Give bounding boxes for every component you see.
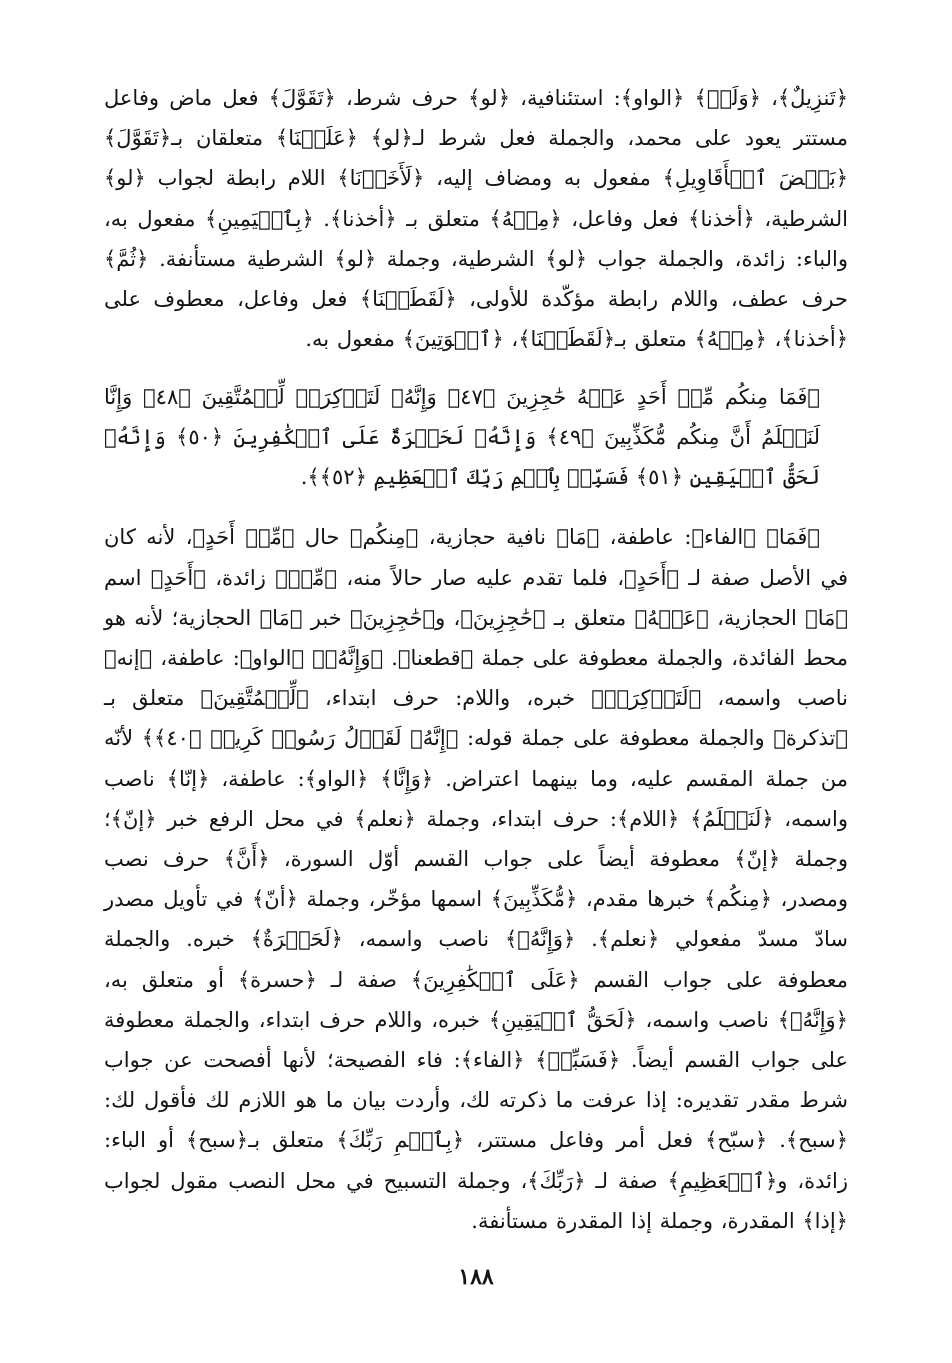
paragraph-grammar-intro: ﴿تَنزِيلٌ﴾، ﴿وَلَوۡ﴾ ﴿الواو﴾: استئنافية، ﴿لو﴾ حرف شرط، ﴿تَقَوَّلَ﴾ فعل ماض وفاعل مستتر يعود على محمد، والجملة فعل شرط لـ﴿لو﴾ ﴿عَلَيۡنَا﴾ متعلقان بـ﴿تَقَوَّلَ﴾ ﴿بَعۡضَ ٱلۡأَقَاوِيلِ﴾ مفعول به ومضاف إليه، ﴿لَأَخَذۡنَا﴾ اللام رابطة لجواب ﴿لو﴾ الشرطية، ﴿أخذنا﴾ فعل وفاعل، ﴿مِنۡهُ﴾ متعلق بـ ﴿أخذنا﴾. ﴿بِٱلۡيَمِينِ﴾ مفعول به، والباء: زائدة، والجملة جواب ﴿لو﴾ الشرطية، وجملة ﴿لو﴾ الشرطية مستأنفة. ﴿ثُمَّ﴾ حرف عطف، واللام رابطة مؤكّدة للأولى، ﴿لَقَطَعۡنَا﴾ فعل وفاعل، معطوف على ﴿أخذنا﴾، ﴿مِنۡهُ﴾ متعلق بـ﴿لَقَطَعۡنَا﴾، ﴿ٱلۡوَتِينَ﴾ مفعول به. <box>104 86 848 352</box>
paragraph-grammar-main: ﴿فَمَا﴾ ﴿الفاء﴾: عاطفة، ﴿مَا﴾ نافية حجازية، ﴿مِنكُم﴾ حال ﴿مِّنۡ أَحَدٍ﴾، لأنه كان في الأصل صفة لـ ﴿أَحَدٍ﴾، فلما تقدم عليه صار حالاً منه، ﴿مِّنۡ﴾ زائدة، ﴿أَحَدٍ﴾ اسم ﴿مَا﴾ الحجازية، ﴿عَنۡهُ﴾ متعلق بـ ﴿حَٰجِزِينَ﴾، و﴿حَٰجِزِينَ﴾ خبر ﴿مَا﴾ الحجازية؛ لأنه هو محط الفائدة، والجملة معطوفة على جملة ﴿قطعنا﴾. ﴿وَإِنَّهُۥ﴾ ﴿الواو﴾: عاطفة، ﴿إنه﴾ ناصب واسمه، ﴿لَتَذۡكِرَةٞ﴾ خبره، واللام: حرف ابتداء، ﴿لِّلۡمُتَّقِينَ﴾ متعلق بـ ﴿تذكرة﴾ والجملة معطوفة على جملة قوله: ﴿إِنَّهُۥ لَقَوۡلُ رَسُولٖ كَرِيمٖ ﴿٤٠﴾﴾ لأنّه من جملة المقسم عليه، وما بينهما اعتراض. ﴿وَإِنَّا﴾ ﴿الواو﴾: عاطفة، ﴿إنّا﴾ ناصب واسمه، ﴿لَنَعۡلَمُ﴾ ﴿اللام﴾: حرف ابتداء، وجملة ﴿نعلم﴾ في محل الرفع خبر ﴿إنّ﴾؛ وجملة ﴿إنّ﴾ معطوفة أيضاً على جواب القسم أوّل السورة، ﴿أَنَّ﴾ حرف نصب ومصدر، ﴿مِنكُم﴾ خبرها مقدم، ﴿مُّكَذِّبِينَ﴾ اسمها مؤخّر، وجملة ﴿أنّ﴾ في تأويل مصدر سادّ مسدّ مفعولي ﴿نعلم﴾. ﴿وَإِنَّهُۥ﴾ ناصب واسمه، ﴿لَحَسۡرَةٌ﴾ خبره. والجملة معطوفة على جواب القسم ﴿عَلَى ٱلۡكَٰفِرِينَ﴾ صفة لـ ﴿حسرة﴾ أو متعلق به، ﴿وَإِنَّهُۥ﴾ ناصب واسمه، ﴿لَحَقُّ ٱلۡيَقِينِ﴾ خبره، واللام حرف ابتداء، والجملة معطوفة على جواب القسم أيضاً. ﴿فَسَبِّحۡ﴾ ﴿الفاء﴾: فاء الفصيحة؛ لأنها أفصحت عن جواب شرط مقدر تقديره: إذا عرفت ما ذكرته لك، وأردت بيان ما هو اللازم لك فأقول لك: ﴿سبح﴾. ﴿سبّح﴾ فعل أمر وفاعل مستتر، ﴿بِٱسۡمِ رَبِّكَ﴾ متعلق بـ﴿سبح﴾ أو الباء: زائدة، و﴿ٱلۡعَظِيمِ﴾ صفة لـ ﴿رَبِّكَ﴾، وجملة التسبيح في محل النصب مقول لجواب ﴿إذا﴾ المقدرة، وجملة إذا المقدرة مستأنفة. <box>104 525 849 1233</box>
quran-verse-block: ﴿فَمَا مِنكُم مِّنۡ أَحَدٍ عَنۡهُ حَٰجِزِينَ ﴿٤٧﴾ وَإِنَّهُۥ لَتَذۡكِرَةٞ لِّلۡمُتَّقِينَ ﴿٤٨﴾ وَإِنَّا لَنَعۡلَمُ أَنَّ مِنكُم مُّكَذِّبِينَ ﴿٤٩﴾ وَإِنَّهُۥ لَحَسۡرَةٌ عَلَى ٱلۡكَٰفِرِينَ ﴿٥٠﴾ وَإِنَّهُۥ لَحَقُّ ٱلۡيَقِينِ ﴿٥١﴾ فَسَبِّحۡ بِٱسۡمِ رَبِّكَ ٱلۡعَظِيمِ ﴿٥٢﴾﴾. <box>104 385 821 490</box>
page-number: ١٨٨ <box>458 1264 494 1290</box>
